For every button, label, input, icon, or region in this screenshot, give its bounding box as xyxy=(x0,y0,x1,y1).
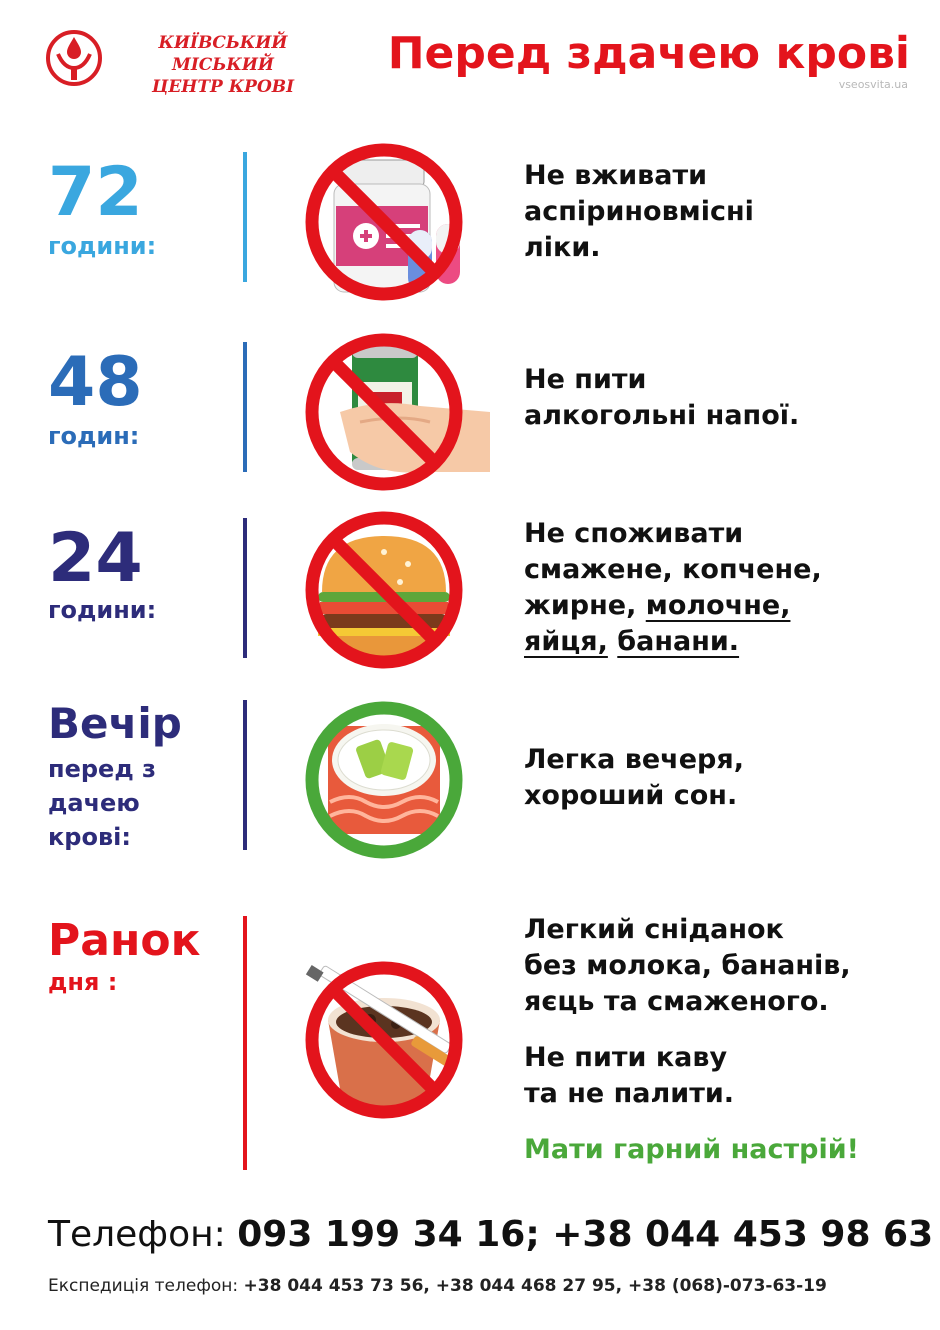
row-24-line1: Не споживати xyxy=(524,518,744,549)
row-24-text xyxy=(524,516,822,660)
org-name xyxy=(112,32,334,98)
no-beer-icon xyxy=(300,322,500,502)
phone-line xyxy=(48,1212,933,1258)
row-24-line4 xyxy=(524,624,822,660)
row-48-text xyxy=(524,362,799,434)
light-dinner-icon xyxy=(300,690,500,870)
row-morning-line1: Легкий сніданок xyxy=(524,914,784,945)
good-mood-text: Мати гарний настрій! xyxy=(524,1134,859,1165)
row-48-line2: алкогольні напої. xyxy=(524,400,800,431)
evening-unit-line2: дачею xyxy=(48,789,140,817)
row-morning-coffee-line1: Не пити каву xyxy=(524,1042,728,1073)
page-title: Перед здачею крові xyxy=(387,28,910,79)
row-24-fatty: жирне, xyxy=(524,590,637,621)
org-name-line2: ЦЕНТР КРОВІ xyxy=(151,77,295,97)
row-morning-coffee-line2: та не палити. xyxy=(524,1078,735,1109)
time-morning: Ранок xyxy=(48,915,201,966)
phone-numbers[interactable]: 093 199 34 16; +38 044 453 98 63 xyxy=(237,1214,934,1255)
time-unit-48: годин: xyxy=(48,422,140,450)
row-morning-text xyxy=(524,912,851,1020)
org-name-line1: КИЇВСЬКИЙ МІСЬКИЙ xyxy=(158,33,288,75)
evening-unit-line3: крові: xyxy=(48,823,131,851)
time-48: 48 xyxy=(48,343,143,422)
time-evening: Вечір xyxy=(48,699,182,748)
time-unit-evening xyxy=(48,752,156,854)
no-coffee-cigarette-icon xyxy=(300,950,500,1130)
row-72-line1: Не вживати xyxy=(524,160,708,191)
row-morning-line3: яєць та смаженого. xyxy=(524,986,829,1017)
divider-48 xyxy=(243,342,247,472)
time-unit-24: години: xyxy=(48,596,157,624)
row-morning-text2 xyxy=(524,1040,734,1112)
row-24-line2: смажене, копчене, xyxy=(524,554,822,585)
blood-center-logo xyxy=(44,28,114,88)
time-unit-72: години: xyxy=(48,232,157,260)
time-unit-morning: дня : xyxy=(48,968,118,996)
divider-72 xyxy=(243,152,247,282)
row-evening-line1: Легка вечеря, xyxy=(524,744,744,775)
divider-24 xyxy=(243,518,247,658)
row-72-line3: ліки. xyxy=(524,232,601,263)
row-72-text xyxy=(524,158,754,266)
no-pills-icon xyxy=(300,132,500,312)
expedition-label: Експедиція телефон: xyxy=(48,1276,239,1296)
row-evening-line2: хороший сон. xyxy=(524,780,738,811)
source-label: vseosvita.ua xyxy=(838,78,908,91)
divider-morning xyxy=(243,916,247,1170)
time-24: 24 xyxy=(48,519,143,598)
evening-unit-line1: перед з xyxy=(48,755,156,783)
row-24-dairy: молочне, xyxy=(645,590,791,621)
row-24-eggs: яйця, xyxy=(524,626,608,657)
expedition-phone-line xyxy=(48,1274,827,1298)
row-48-line1: Не пити xyxy=(524,364,647,395)
row-morning-line2: без молока, бананів, xyxy=(524,950,851,981)
row-72-line2: аспіриновмісні xyxy=(524,196,754,227)
no-burger-icon xyxy=(300,500,500,680)
row-24-line3 xyxy=(524,588,822,624)
expedition-numbers[interactable]: +38 044 453 73 56, +38 044 468 27 95, +38 (068)-073-63-19 xyxy=(243,1276,827,1296)
phone-label: Телефон: xyxy=(48,1214,226,1255)
time-72: 72 xyxy=(48,153,143,232)
row-evening-text xyxy=(524,742,744,814)
row-24-bananas: банани. xyxy=(617,626,740,657)
divider-evening xyxy=(243,700,247,850)
